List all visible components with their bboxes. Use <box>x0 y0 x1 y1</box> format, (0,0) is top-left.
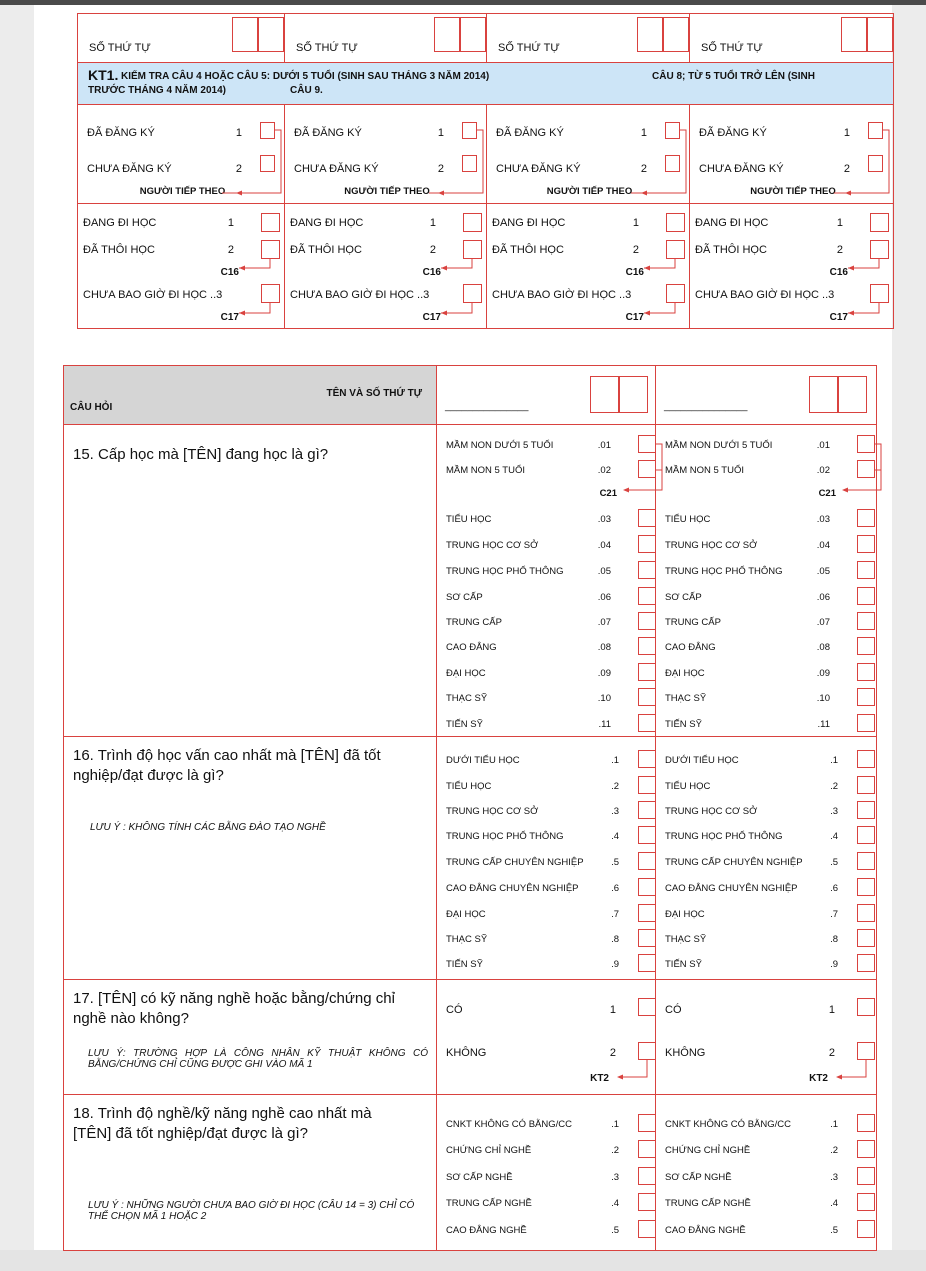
option-label: TIỂU HỌC <box>446 514 492 525</box>
option-label: TRUNG HỌC PHỔ THÔNG <box>446 566 564 577</box>
skip-c16: C16 <box>625 267 644 278</box>
code-dropped: 2 <box>227 244 234 256</box>
option-label: TIẾN SỸ <box>446 959 483 970</box>
option-never-attended: CHƯA BAO GIỜ ĐI HỌC ..3 <box>83 289 223 301</box>
arrow-left-icon <box>848 311 854 316</box>
option-label: TIỂU HỌC <box>665 781 711 792</box>
option-label: CHỨNG CHỈ NGHỀ <box>665 1145 751 1156</box>
skip-c16: C16 <box>220 267 239 278</box>
option-code: .08 <box>816 642 830 653</box>
code-registered: 1 <box>235 127 242 139</box>
code-dropped: 2 <box>429 244 436 256</box>
option-code: .4 <box>830 1198 838 1209</box>
option-code: .5 <box>830 857 838 868</box>
code-registered: 1 <box>437 127 444 139</box>
skip-next-person: NGƯỜI TIẾP THEO <box>139 186 226 197</box>
option-label: MẦM NON 5 TUỔI <box>446 465 525 476</box>
option-code: .6 <box>830 883 838 894</box>
arrow-left-icon <box>623 488 629 493</box>
arrow-left-icon <box>236 191 242 196</box>
option-code: .11 <box>817 719 830 730</box>
option-label: TRUNG HỌC CƠ SỞ <box>446 540 539 551</box>
arrow-left-icon <box>644 266 650 271</box>
option-label: TIỂU HỌC <box>665 514 711 525</box>
skip-line-kt2 <box>840 1060 866 1077</box>
skip-next-person: NGƯỜI TIẾP THEO <box>546 186 633 197</box>
option-attending: ĐANG ĐI HỌC <box>695 217 769 229</box>
option-label: SƠ CẤP <box>446 592 483 603</box>
option-code: .04 <box>597 540 611 551</box>
option-no: KHÔNG <box>446 1047 487 1059</box>
option-registered: ĐÃ ĐĂNG KÝ <box>87 127 155 139</box>
skip-line-next-person <box>222 127 281 193</box>
skip-line-c21 <box>629 444 662 490</box>
option-label: CAO ĐẲNG CHUYÊN NGHIỆP <box>665 883 798 894</box>
option-code: .9 <box>830 959 838 970</box>
option-label: THẠC SỸ <box>446 693 488 704</box>
skip-c16: C16 <box>422 267 441 278</box>
code-dropped: 2 <box>632 244 639 256</box>
header-name-and-number: TÊN VÀ SỐ THỨ TỰ <box>326 388 422 399</box>
option-code: .02 <box>597 465 611 476</box>
skip-next-person: NGƯỜI TIẾP THEO <box>750 186 836 197</box>
skip-line-next-person <box>631 127 686 193</box>
code-yes: 1 <box>609 1004 616 1016</box>
option-code: .07 <box>816 617 830 628</box>
option-code: .2 <box>830 1145 838 1156</box>
option-not-registered: CHƯA ĐĂNG KÝ <box>87 163 172 175</box>
option-code: .07 <box>597 617 611 628</box>
arrow-left-icon <box>441 266 447 271</box>
option-label: CAO ĐẲNG <box>446 642 497 653</box>
name-blank-line: _______________ <box>445 401 529 412</box>
stt-label: SỐ THỨ TỰ <box>296 42 358 54</box>
option-label: SƠ CẤP <box>665 592 702 603</box>
code-not-registered: 2 <box>437 163 444 175</box>
option-label: DƯỚI TIỂU HỌC <box>665 755 739 766</box>
option-code: .7 <box>611 909 619 920</box>
skip-line-next-person <box>429 127 483 193</box>
option-not-registered: CHƯA ĐĂNG KÝ <box>496 163 581 175</box>
arrow-left-icon <box>644 311 650 316</box>
option-attending: ĐANG ĐI HỌC <box>83 217 157 229</box>
option-code: .06 <box>597 592 611 603</box>
option-label: DƯỚI TIỂU HỌC <box>446 755 520 766</box>
option-code: .01 <box>816 440 830 451</box>
option-label: THẠC SỸ <box>446 934 488 945</box>
option-code: .1 <box>830 755 838 766</box>
stt-label: SỐ THỨ TỰ <box>701 42 763 54</box>
option-label: TIẾN SỸ <box>665 959 702 970</box>
option-code: .10 <box>597 693 611 704</box>
option-label: CNKT KHÔNG CÓ BẰNG/CC <box>446 1119 572 1130</box>
option-label: MẦM NON 5 TUỔI <box>665 465 744 476</box>
header-question: CÂU HỎI <box>70 402 113 413</box>
option-label: TRUNG HỌC PHỔ THÔNG <box>665 566 783 577</box>
option-dropped: ĐÃ THÔI HỌC <box>83 244 155 256</box>
skip-c21: C21 <box>818 488 836 499</box>
option-label: TIỂU HỌC <box>446 781 492 792</box>
option-code: .09 <box>816 668 830 679</box>
option-code: .02 <box>816 465 830 476</box>
option-label: ĐẠI HỌC <box>446 668 486 679</box>
option-code: .3 <box>611 1172 619 1183</box>
option-code: .4 <box>830 831 838 842</box>
skip-c17: C17 <box>829 312 848 323</box>
question-15: 15. Cấp học mà [TÊN] đang học là gì? <box>73 446 329 463</box>
skip-line-next-person <box>834 127 889 193</box>
arrow-left-icon <box>848 266 854 271</box>
arrow-left-icon <box>617 1075 623 1080</box>
option-label: TRUNG HỌC PHỔ THÔNG <box>665 831 783 842</box>
skip-c16: C16 <box>829 267 848 278</box>
option-label: TRUNG CẤP NGHỀ <box>665 1198 751 1209</box>
option-code: .4 <box>611 1198 619 1209</box>
code-attending: 1 <box>429 217 436 229</box>
option-label: THẠC SỸ <box>665 934 707 945</box>
code-attending: 1 <box>227 217 234 229</box>
option-code: .8 <box>611 934 619 945</box>
skip-c21: C21 <box>599 488 617 499</box>
option-not-registered: CHƯA ĐĂNG KÝ <box>699 163 784 175</box>
skip-c17: C17 <box>422 312 441 323</box>
skip-c17: C17 <box>220 312 239 323</box>
option-label: TRUNG HỌC PHỔ THÔNG <box>446 831 564 842</box>
option-label: MẦM NON DƯỚI 5 TUỔI <box>446 440 554 451</box>
option-registered: ĐÃ ĐĂNG KÝ <box>699 127 767 139</box>
option-code: .05 <box>597 566 611 577</box>
option-label: MẦM NON DƯỚI 5 TUỔI <box>665 440 773 451</box>
option-not-registered: CHƯA ĐĂNG KÝ <box>294 163 379 175</box>
option-label: CAO ĐẲNG NGHỀ <box>446 1225 527 1236</box>
option-code: .03 <box>816 514 830 525</box>
option-label: TRUNG CẤP CHUYÊN NGHIỆP <box>665 857 803 868</box>
arrow-left-icon <box>441 311 447 316</box>
skip-kt2: KT2 <box>590 1073 609 1084</box>
option-code: .8 <box>830 934 838 945</box>
arrow-left-icon <box>836 1075 842 1080</box>
question-18: 18. Trình độ nghề/kỹ năng nghề cao nhất mà [TÊN] đã tốt nghiệp/đạt được là gì? <box>73 1105 372 1142</box>
option-yes: CÓ <box>665 1004 682 1016</box>
arrow-left-icon <box>845 191 851 196</box>
option-never-attended: CHƯA BAO GIỜ ĐI HỌC ..3 <box>290 289 430 301</box>
option-code: .3 <box>830 806 838 817</box>
option-label: TRUNG CẤP NGHỀ <box>446 1198 532 1209</box>
option-label: SƠ CẤP NGHỀ <box>665 1172 732 1183</box>
option-label: TIẾN SỸ <box>665 719 702 730</box>
arrow-left-icon <box>239 266 245 271</box>
option-label: ĐẠI HỌC <box>446 909 486 920</box>
arrow-left-icon <box>239 311 245 316</box>
option-code: .9 <box>611 959 619 970</box>
option-code: .7 <box>830 909 838 920</box>
option-code: .09 <box>597 668 611 679</box>
code-not-registered: 2 <box>235 163 242 175</box>
option-never-attended: CHƯA BAO GIỜ ĐI HỌC ..3 <box>695 289 835 301</box>
option-code: .5 <box>611 1225 619 1236</box>
option-label: SƠ CẤP NGHỀ <box>446 1172 513 1183</box>
option-code: .1 <box>830 1119 838 1130</box>
option-no: KHÔNG <box>665 1047 706 1059</box>
option-code: .2 <box>830 781 838 792</box>
kt1-instruction-cont: TRƯỚC THÁNG 4 NĂM 2014) <box>88 85 226 96</box>
option-label: TRUNG CẤP <box>446 617 502 628</box>
option-yes: CÓ <box>446 1004 463 1016</box>
option-never-attended: CHƯA BAO GIỜ ĐI HỌC ..3 <box>492 289 632 301</box>
option-dropped: ĐÃ THÔI HỌC <box>695 244 767 256</box>
code-attending: 1 <box>632 217 639 229</box>
option-label: TRUNG CẤP CHUYÊN NGHIỆP <box>446 857 584 868</box>
option-code: .11 <box>598 719 611 730</box>
name-blank-line: _______________ <box>664 401 748 412</box>
skip-line-c21 <box>848 444 881 490</box>
option-registered: ĐÃ ĐĂNG KÝ <box>496 127 564 139</box>
code-registered: 1 <box>640 127 647 139</box>
option-code: .05 <box>816 566 830 577</box>
kt1-code: KT1. <box>88 67 119 83</box>
option-code: .06 <box>816 592 830 603</box>
option-code: .3 <box>830 1172 838 1183</box>
option-code: .01 <box>597 440 611 451</box>
skip-kt2: KT2 <box>809 1073 828 1084</box>
arrow-left-icon <box>641 191 647 196</box>
option-code: .1 <box>611 755 619 766</box>
option-code: .5 <box>611 857 619 868</box>
question-18-note: LƯU Ý : NHỮNG NGƯỜI CHƯA BAO GIỜ ĐI HỌC (CÂU 14 = 3) CHỈ CÓ THỂ CHỌN MÃ 1 HOẶC 2 <box>88 1200 415 1222</box>
kt1-skip-target: CÂU 9. <box>290 85 323 96</box>
option-code: .6 <box>611 883 619 894</box>
option-label: THẠC SỸ <box>665 693 707 704</box>
option-code: .1 <box>611 1119 619 1130</box>
option-code: .2 <box>611 1145 619 1156</box>
option-label: TRUNG HỌC CƠ SỞ <box>665 540 758 551</box>
option-label: ĐẠI HỌC <box>665 909 705 920</box>
option-attending: ĐANG ĐI HỌC <box>290 217 364 229</box>
question-17-note: LƯU Ý: TRƯỜNG HỢP LÀ CÔNG NHÂN KỸ THUẬT KHÔNG CÓ BẰNG/CHỨNG CHỈ CŨNG ĐƯỢC GHI VÀO MÃ 1 <box>88 1048 428 1070</box>
question-16-note: LƯU Ý : KHÔNG TÍNH CÁC BẰNG ĐÀO TẠO NGHỀ <box>90 822 326 833</box>
code-yes: 1 <box>828 1004 835 1016</box>
option-label: CNKT KHÔNG CÓ BẰNG/CC <box>665 1119 791 1130</box>
stt-label: SỐ THỨ TỰ <box>89 42 151 54</box>
option-label: TRUNG CẤP <box>665 617 721 628</box>
option-registered: ĐÃ ĐĂNG KÝ <box>294 127 362 139</box>
question-16: 16. Trình độ học vấn cao nhất mà [TÊN] đã tốt nghiệp/đạt được là gì? <box>73 747 381 784</box>
option-label: CAO ĐẲNG <box>665 642 716 653</box>
code-registered: 1 <box>843 127 850 139</box>
kt1-skip-target: CÂU 8; TỪ 5 TUỔI TRỞ LÊN (SINH <box>652 71 815 82</box>
option-label: CAO ĐẲNG CHUYÊN NGHIỆP <box>446 883 579 894</box>
option-dropped: ĐÃ THÔI HỌC <box>290 244 362 256</box>
option-code: .3 <box>611 806 619 817</box>
code-no: 2 <box>609 1047 616 1059</box>
option-label: CHỨNG CHỈ NGHỀ <box>446 1145 532 1156</box>
option-code: .5 <box>830 1225 838 1236</box>
option-code: .4 <box>611 831 619 842</box>
option-code: .03 <box>597 514 611 525</box>
skip-c17: C17 <box>625 312 644 323</box>
code-not-registered: 2 <box>843 163 850 175</box>
kt1-instruction: KIỂM TRA CÂU 4 HOẶC CÂU 5: DƯỚI 5 TUỔI (SINH SAU THÁNG 3 NĂM 2014) <box>121 71 490 82</box>
skip-next-person: NGƯỜI TIẾP THEO <box>344 186 430 197</box>
option-label: ĐẠI HỌC <box>665 668 705 679</box>
skip-line-kt2 <box>621 1060 647 1077</box>
option-code: .2 <box>611 781 619 792</box>
code-attending: 1 <box>836 217 843 229</box>
option-attending: ĐANG ĐI HỌC <box>492 217 566 229</box>
code-not-registered: 2 <box>640 163 647 175</box>
code-dropped: 2 <box>836 244 843 256</box>
option-code: .04 <box>816 540 830 551</box>
question-17: 17. [TÊN] có kỹ năng nghề hoặc bằng/chứng chỉ nghề nào không? <box>73 990 395 1027</box>
option-label: TRUNG HỌC CƠ SỞ <box>446 806 539 817</box>
option-label: TIẾN SỸ <box>446 719 483 730</box>
option-code: .08 <box>597 642 611 653</box>
stt-label: SỐ THỨ TỰ <box>498 42 560 54</box>
arrow-left-icon <box>438 191 444 196</box>
code-no: 2 <box>828 1047 835 1059</box>
option-label: CAO ĐẲNG NGHỀ <box>665 1225 746 1236</box>
option-dropped: ĐÃ THÔI HỌC <box>492 244 564 256</box>
option-label: TRUNG HỌC CƠ SỞ <box>665 806 758 817</box>
arrow-left-icon <box>842 488 848 493</box>
option-code: .10 <box>816 693 830 704</box>
